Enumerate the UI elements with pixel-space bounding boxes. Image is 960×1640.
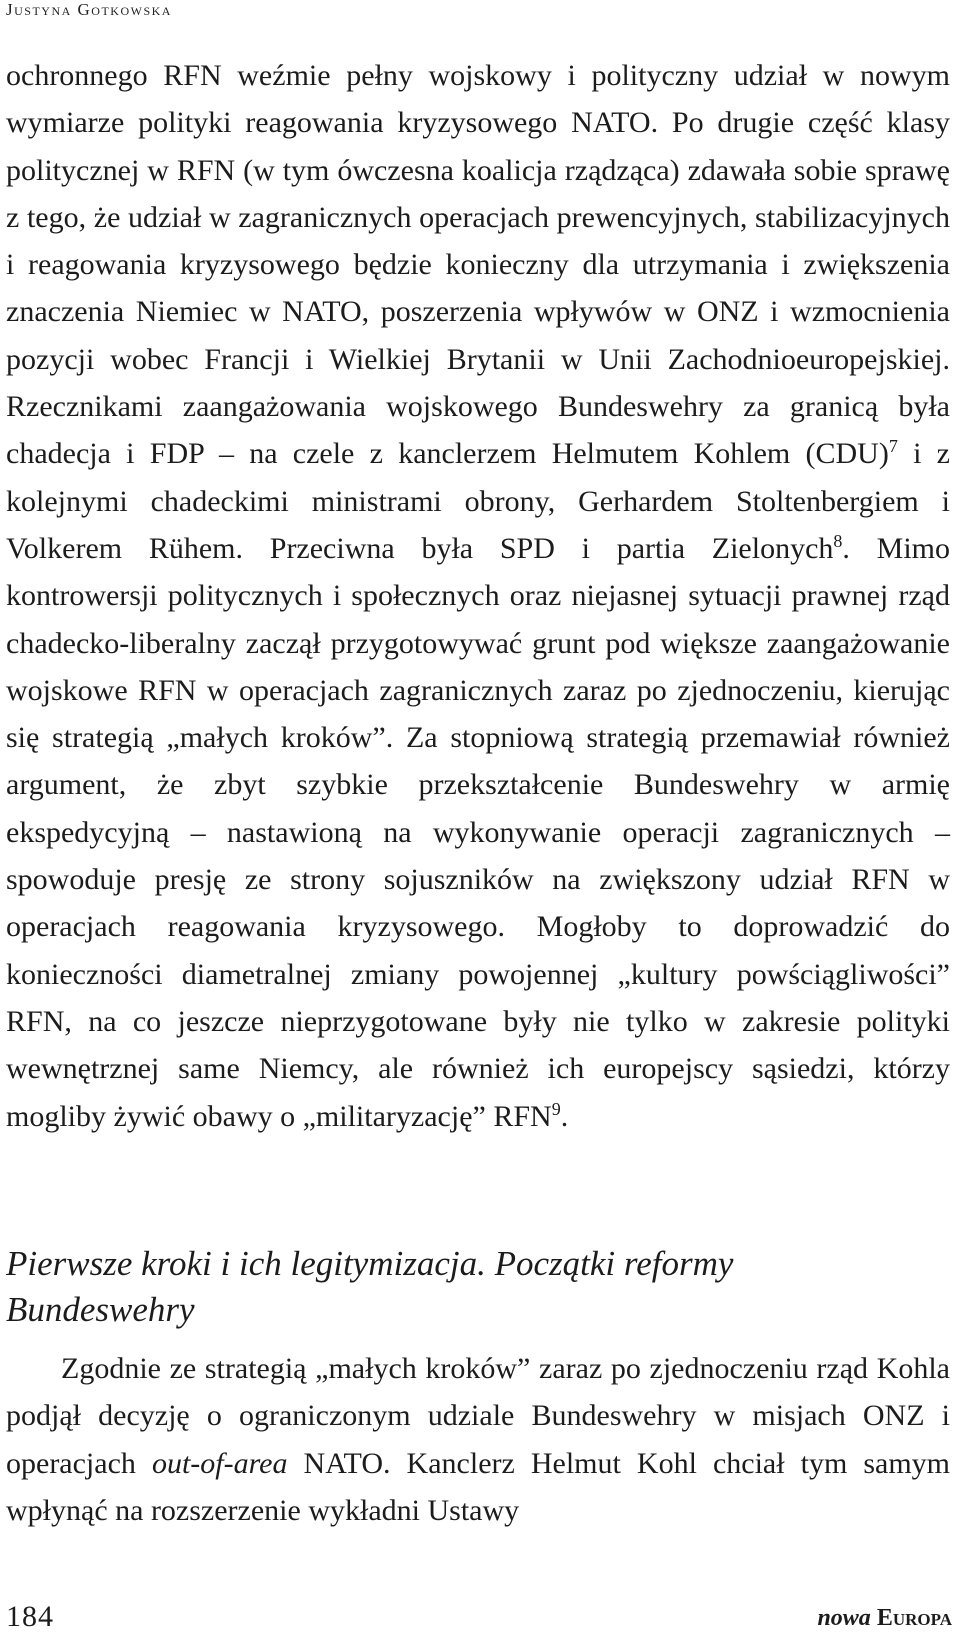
body-paragraph-1	[6, 52, 950, 1140]
footnote-ref-8[interactable]: 8	[833, 530, 843, 551]
footnote-ref-7[interactable]: 7	[888, 436, 898, 457]
body-paragraph-2	[6, 1345, 950, 1534]
paragraph-text: Zgodnie ze strategią „małych kroków” zaraz po zjednoczeniu rząd Kohla podjął decyzję o ograniczonym udziale Bundeswehry w misjach ONZ i operacjach	[6, 1352, 950, 1480]
italic-term: out-of-area	[151, 1446, 288, 1480]
page-number: 184	[6, 1600, 54, 1633]
paragraph-text: .	[560, 1099, 569, 1133]
journal-logo	[817, 1605, 952, 1632]
paragraph-text: . Mimo kontrowersji politycznych i społecznych oraz niejasnej sytuacji prawnej rząd chadecko-liberalny zaczął przygotowywać grunt pod większe zaangażowanie wojskowe RFN w operacjach zagranicznych zaraz po zjednoczeniu, kierując się strategią „małych kroków”. Za stopniową strategią przemawiał również argument, że zbyt szybkie przekształcenie Bundeswehry w armię ekspedycyjną – nastawioną na wykonywanie operacji zagranicznych – spowoduje presję ze strony sojuszników na zwiększony udział RFN w operacjach reagowania kryzysowego. Mogłoby to doprowadzić do konieczności diametralnej zmiany powojennej „kultury powściągliwości” RFN, na co jeszcze nieprzygotowane były nie tylko w zakresie polityki wewnętrznej same Niemcy, ale również ich europejscy sąsiedzi, którzy mogliby żywić obawy o „militaryzację” RFN	[6, 531, 950, 1133]
journal-logo-part-1: nowa	[817, 1605, 871, 1631]
paragraph-text: i z kolejnymi chadeckimi ministrami obrony, Gerhardem Stoltenbergiem i Volkerem Rühem. Przeciwna była SPD i partia Zielonych	[6, 437, 950, 565]
paragraph-text: NATO. Kanclerz Helmut Kohl chciał tym samym wpłynąć na rozszerzenie wykładni Ustawy	[6, 1446, 951, 1527]
running-header: Justyna Gotkowska	[6, 0, 172, 19]
footnote-ref-9[interactable]: 9	[551, 1098, 561, 1119]
section-heading: Pierwsze kroki i ich legitymizacja. Początki reformy Bundeswehry	[6, 1244, 734, 1329]
paragraph-text: ochronnego RFN weźmie pełny wojskowy i polityczny udział w nowym wymiarze polityki reagowania kryzysowego NATO. Po drugie część klasy politycznej w RFN (w tym ówczesna koalicja rządząca) zdawała sobie sprawę z tego, że udział w zagranicznych operacjach prewencyjnych, stabilizacyjnych i reagowania kryzysowego będzie konieczny dla utrzymania i zwiększenia znaczenia Niemiec w NATO, poszerzenia wpływów w ONZ i wzmocnienia pozycji wobec Francji i Wielkiej Brytanii w Unii Zachodnioeuropejskiej. Rzecznikami zaangażowania wojskowego Bundeswehry za granicą była chadecja i FDP – na czele z kanclerzem Helmutem Kohlem (CDU)	[6, 59, 950, 471]
journal-logo-part-2: Europa	[876, 1605, 952, 1631]
